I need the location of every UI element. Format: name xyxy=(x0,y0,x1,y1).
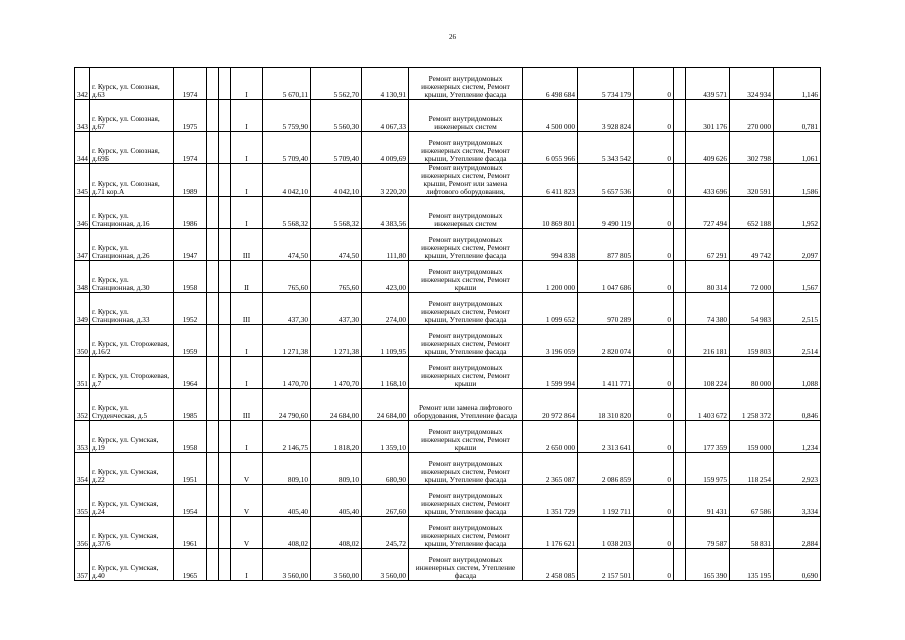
empty-cell xyxy=(219,164,231,197)
group-cell: V xyxy=(231,453,263,485)
empty-cell xyxy=(674,100,686,132)
empty-cell xyxy=(219,517,231,549)
cost-b-cell: 54 983 xyxy=(730,293,774,325)
table-row xyxy=(75,293,821,325)
coefficient-cell: 2,515 xyxy=(774,293,821,325)
work-type-cell: Ремонт внутридомовых инженерных систем, Ремонт крыши, Утепление фасада xyxy=(409,229,523,261)
cost-fund-cell: 2 820 074 xyxy=(578,325,634,357)
year-cell: 1974 xyxy=(174,68,207,100)
cost-a-cell: 727 494 xyxy=(686,197,730,229)
coefficient-cell: 1,061 xyxy=(774,132,821,164)
group-cell: I xyxy=(231,132,263,164)
zero-cell: 0 xyxy=(634,421,674,453)
address-cell: г. Курск, ул. Союзная, д.63 xyxy=(90,68,174,100)
zero-cell: 0 xyxy=(634,485,674,517)
empty-cell xyxy=(674,389,686,421)
area-residential-cell: 4 009,69 xyxy=(362,132,409,164)
area-total-cell: 765,60 xyxy=(263,261,311,293)
cost-a-cell: 439 571 xyxy=(686,68,730,100)
cost-a-cell: 108 224 xyxy=(686,357,730,389)
area-residential-cell: 274,00 xyxy=(362,293,409,325)
row-number: 342 xyxy=(75,68,90,100)
coefficient-cell: 1,586 xyxy=(774,164,821,197)
coefficient-cell: 2,923 xyxy=(774,453,821,485)
empty-cell xyxy=(674,453,686,485)
empty-cell xyxy=(207,453,219,485)
area-total-cell: 1 271,38 xyxy=(263,325,311,357)
year-cell: 1985 xyxy=(174,389,207,421)
row-number: 353 xyxy=(75,421,90,453)
empty-cell xyxy=(207,389,219,421)
table-row xyxy=(75,357,821,389)
zero-cell: 0 xyxy=(634,164,674,197)
coefficient-cell: 2,514 xyxy=(774,325,821,357)
year-cell: 1952 xyxy=(174,293,207,325)
area-living-cell: 5 560,30 xyxy=(311,100,362,132)
table-row xyxy=(75,517,821,549)
area-residential-cell: 1 109,95 xyxy=(362,325,409,357)
group-cell: I xyxy=(231,549,263,581)
cost-fund-cell: 5 343 542 xyxy=(578,132,634,164)
address-cell: г. Курск, ул. Сумская, д.37/6 xyxy=(90,517,174,549)
area-residential-cell: 423,00 xyxy=(362,261,409,293)
area-total-cell: 24 790,60 xyxy=(263,389,311,421)
address-cell: г. Курск, ул. Союзная, д.69Б xyxy=(90,132,174,164)
area-total-cell: 5 709,40 xyxy=(263,132,311,164)
cost-b-cell: 324 934 xyxy=(730,68,774,100)
cost-fund-cell: 2 313 641 xyxy=(578,421,634,453)
year-cell: 1974 xyxy=(174,132,207,164)
row-number: 350 xyxy=(75,325,90,357)
area-total-cell: 474,50 xyxy=(263,229,311,261)
address-cell: г. Курск, ул. Сторожевая, д.7 xyxy=(90,357,174,389)
cost-a-cell: 1 403 672 xyxy=(686,389,730,421)
year-cell: 1961 xyxy=(174,517,207,549)
page-number: 26 xyxy=(449,33,456,41)
area-living-cell: 3 560,00 xyxy=(311,549,362,581)
empty-cell xyxy=(219,357,231,389)
row-number: 349 xyxy=(75,293,90,325)
cost-total-cell: 6 055 966 xyxy=(523,132,578,164)
cost-total-cell: 1 599 994 xyxy=(523,357,578,389)
cost-total-cell: 1 176 621 xyxy=(523,517,578,549)
group-cell: V xyxy=(231,485,263,517)
cost-b-cell: 159 803 xyxy=(730,325,774,357)
empty-cell xyxy=(207,68,219,100)
work-type-cell: Ремонт внутридомовых инженерных систем, Ремонт крыши, Утепление фасада xyxy=(409,453,523,485)
cost-fund-cell: 970 289 xyxy=(578,293,634,325)
area-living-cell: 24 684,00 xyxy=(311,389,362,421)
cost-b-cell: 135 195 xyxy=(730,549,774,581)
coefficient-cell: 1,234 xyxy=(774,421,821,453)
area-total-cell: 408,02 xyxy=(263,517,311,549)
address-cell: г. Курск, ул. Станционная, д.26 xyxy=(90,229,174,261)
address-cell: г. Курск, ул. Сумская, д.22 xyxy=(90,453,174,485)
area-living-cell: 1 271,38 xyxy=(311,325,362,357)
empty-cell xyxy=(207,100,219,132)
cost-b-cell: 302 798 xyxy=(730,132,774,164)
empty-cell xyxy=(219,229,231,261)
row-number: 354 xyxy=(75,453,90,485)
cost-a-cell: 79 587 xyxy=(686,517,730,549)
group-cell: I xyxy=(231,357,263,389)
area-living-cell: 408,02 xyxy=(311,517,362,549)
empty-cell xyxy=(219,261,231,293)
area-total-cell: 809,10 xyxy=(263,453,311,485)
table-row xyxy=(75,100,821,132)
work-type-cell: Ремонт внутридомовых инженерных систем, Ремонт крыши, Утепление фасада xyxy=(409,132,523,164)
group-cell: III xyxy=(231,293,263,325)
cost-fund-cell: 5 657 536 xyxy=(578,164,634,197)
cost-a-cell: 177 359 xyxy=(686,421,730,453)
address-cell: г. Курск, ул. Союзная, д.71 кор.А xyxy=(90,164,174,197)
empty-cell xyxy=(207,261,219,293)
group-cell: II xyxy=(231,261,263,293)
cost-a-cell: 301 176 xyxy=(686,100,730,132)
zero-cell: 0 xyxy=(634,261,674,293)
cost-total-cell: 3 196 059 xyxy=(523,325,578,357)
cost-b-cell: 58 831 xyxy=(730,517,774,549)
area-living-cell: 437,30 xyxy=(311,293,362,325)
table-row xyxy=(75,485,821,517)
empty-cell xyxy=(674,197,686,229)
area-residential-cell: 680,90 xyxy=(362,453,409,485)
year-cell: 1958 xyxy=(174,421,207,453)
coefficient-cell: 0,690 xyxy=(774,549,821,581)
group-cell: V xyxy=(231,517,263,549)
cost-fund-cell: 877 805 xyxy=(578,229,634,261)
empty-cell xyxy=(674,68,686,100)
empty-cell xyxy=(219,453,231,485)
cost-b-cell: 652 188 xyxy=(730,197,774,229)
zero-cell: 0 xyxy=(634,132,674,164)
work-type-cell: Ремонт внутридомовых инженерных систем, Утепление фасада xyxy=(409,549,523,581)
area-residential-cell: 267,60 xyxy=(362,485,409,517)
empty-cell xyxy=(219,197,231,229)
year-cell: 1954 xyxy=(174,485,207,517)
empty-cell xyxy=(207,229,219,261)
area-total-cell: 437,30 xyxy=(263,293,311,325)
empty-cell xyxy=(219,421,231,453)
empty-cell xyxy=(219,68,231,100)
work-type-cell: Ремонт внутридомовых инженерных систем, Ремонт крыши xyxy=(409,357,523,389)
empty-cell xyxy=(207,517,219,549)
area-total-cell: 1 470,70 xyxy=(263,357,311,389)
row-number: 343 xyxy=(75,100,90,132)
area-living-cell: 809,10 xyxy=(311,453,362,485)
area-living-cell: 5 562,70 xyxy=(311,68,362,100)
group-cell: I xyxy=(231,325,263,357)
address-cell: г. Курск, ул. Студенческая, д.5 xyxy=(90,389,174,421)
group-cell: I xyxy=(231,68,263,100)
work-type-cell: Ремонт внутридомовых инженерных систем, Ремонт крыши, Утепление фасада xyxy=(409,325,523,357)
year-cell: 1947 xyxy=(174,229,207,261)
zero-cell: 0 xyxy=(634,100,674,132)
empty-cell xyxy=(219,100,231,132)
address-cell: г. Курск, ул. Сумская, д.40 xyxy=(90,549,174,581)
area-total-cell: 3 560,00 xyxy=(263,549,311,581)
area-residential-cell: 245,72 xyxy=(362,517,409,549)
group-cell: I xyxy=(231,164,263,197)
area-residential-cell: 4 130,91 xyxy=(362,68,409,100)
cost-b-cell: 320 591 xyxy=(730,164,774,197)
year-cell: 1951 xyxy=(174,453,207,485)
empty-cell xyxy=(207,164,219,197)
cost-fund-cell: 18 310 820 xyxy=(578,389,634,421)
zero-cell: 0 xyxy=(634,517,674,549)
table-row xyxy=(75,197,821,229)
work-type-cell: Ремонт внутридомовых инженерных систем, Ремонт крыши, Утепление фасада xyxy=(409,68,523,100)
zero-cell: 0 xyxy=(634,549,674,581)
row-number: 346 xyxy=(75,197,90,229)
year-cell: 1964 xyxy=(174,357,207,389)
zero-cell: 0 xyxy=(634,68,674,100)
work-type-cell: Ремонт или замена лифтового оборудования, Утепление фасада xyxy=(409,389,523,421)
area-residential-cell: 1 359,10 xyxy=(362,421,409,453)
year-cell: 1975 xyxy=(174,100,207,132)
group-cell: III xyxy=(231,389,263,421)
area-residential-cell: 24 684,00 xyxy=(362,389,409,421)
empty-cell xyxy=(207,325,219,357)
cost-total-cell: 1 200 000 xyxy=(523,261,578,293)
table-row xyxy=(75,229,821,261)
cost-total-cell: 4 500 000 xyxy=(523,100,578,132)
cost-a-cell: 216 181 xyxy=(686,325,730,357)
area-living-cell: 5 709,40 xyxy=(311,132,362,164)
table-row xyxy=(75,453,821,485)
empty-cell xyxy=(207,357,219,389)
area-residential-cell: 1 168,10 xyxy=(362,357,409,389)
work-type-cell: Ремонт внутридомовых инженерных систем xyxy=(409,197,523,229)
row-number: 356 xyxy=(75,517,90,549)
group-cell: I xyxy=(231,421,263,453)
cost-fund-cell: 5 734 179 xyxy=(578,68,634,100)
zero-cell: 0 xyxy=(634,357,674,389)
cost-total-cell: 1 099 652 xyxy=(523,293,578,325)
area-residential-cell: 3 220,20 xyxy=(362,164,409,197)
work-type-cell: Ремонт внутридомовых инженерных систем, Ремонт крыши xyxy=(409,421,523,453)
table-row xyxy=(75,325,821,357)
zero-cell: 0 xyxy=(634,453,674,485)
work-type-cell: Ремонт внутридомовых инженерных систем, Ремонт крыши, Утепление фасада xyxy=(409,293,523,325)
area-total-cell: 405,40 xyxy=(263,485,311,517)
empty-cell xyxy=(219,485,231,517)
empty-cell xyxy=(207,197,219,229)
table-row xyxy=(75,132,821,164)
cost-a-cell: 74 380 xyxy=(686,293,730,325)
empty-cell xyxy=(674,132,686,164)
cost-a-cell: 165 390 xyxy=(686,549,730,581)
work-type-cell: Ремонт внутридомовых инженерных систем, Ремонт крыши, Утепление фасада xyxy=(409,517,523,549)
cost-fund-cell: 2 157 501 xyxy=(578,549,634,581)
area-total-cell: 4 042,10 xyxy=(263,164,311,197)
address-cell: г. Курск, ул. Станционная, д.30 xyxy=(90,261,174,293)
empty-cell xyxy=(674,293,686,325)
empty-cell xyxy=(219,389,231,421)
row-number: 355 xyxy=(75,485,90,517)
cost-a-cell: 159 975 xyxy=(686,453,730,485)
empty-cell xyxy=(207,293,219,325)
cost-total-cell: 2 458 085 xyxy=(523,549,578,581)
table-row xyxy=(75,421,821,453)
area-living-cell: 1 818,20 xyxy=(311,421,362,453)
cost-a-cell: 91 431 xyxy=(686,485,730,517)
coefficient-cell: 2,097 xyxy=(774,229,821,261)
table-row xyxy=(75,68,821,100)
row-number: 351 xyxy=(75,357,90,389)
empty-cell xyxy=(674,261,686,293)
table-row xyxy=(75,389,821,421)
cost-fund-cell: 1 038 203 xyxy=(578,517,634,549)
coefficient-cell: 1,952 xyxy=(774,197,821,229)
work-type-cell: Ремонт внутридомовых инженерных систем, Ремонт крыши xyxy=(409,261,523,293)
area-living-cell: 1 470,70 xyxy=(311,357,362,389)
cost-fund-cell: 2 086 859 xyxy=(578,453,634,485)
cost-b-cell: 270 000 xyxy=(730,100,774,132)
cost-fund-cell: 1 192 711 xyxy=(578,485,634,517)
cost-a-cell: 67 291 xyxy=(686,229,730,261)
empty-cell xyxy=(674,485,686,517)
coefficient-cell: 3,334 xyxy=(774,485,821,517)
year-cell: 1989 xyxy=(174,164,207,197)
cost-b-cell: 159 000 xyxy=(730,421,774,453)
address-cell: г. Курск, ул. Союзная, д.67 xyxy=(90,100,174,132)
area-living-cell: 5 568,32 xyxy=(311,197,362,229)
group-cell: I xyxy=(231,100,263,132)
area-living-cell: 405,40 xyxy=(311,485,362,517)
zero-cell: 0 xyxy=(634,325,674,357)
address-cell: г. Курск, ул. Сумская, д.19 xyxy=(90,421,174,453)
year-cell: 1965 xyxy=(174,549,207,581)
row-number: 348 xyxy=(75,261,90,293)
address-cell: г. Курск, ул. Сумская, д.24 xyxy=(90,485,174,517)
empty-cell xyxy=(207,421,219,453)
area-residential-cell: 3 560,00 xyxy=(362,549,409,581)
area-total-cell: 5 568,32 xyxy=(263,197,311,229)
empty-cell xyxy=(207,132,219,164)
empty-cell xyxy=(219,549,231,581)
capital-repair-table xyxy=(74,67,821,581)
group-cell: III xyxy=(231,229,263,261)
table-row xyxy=(75,261,821,293)
year-cell: 1986 xyxy=(174,197,207,229)
row-number: 352 xyxy=(75,389,90,421)
cost-fund-cell: 9 490 119 xyxy=(578,197,634,229)
cost-b-cell: 49 742 xyxy=(730,229,774,261)
area-living-cell: 765,60 xyxy=(311,261,362,293)
zero-cell: 0 xyxy=(634,197,674,229)
empty-cell xyxy=(674,325,686,357)
cost-b-cell: 72 000 xyxy=(730,261,774,293)
cost-b-cell: 80 000 xyxy=(730,357,774,389)
empty-cell xyxy=(674,421,686,453)
table-row xyxy=(75,549,821,581)
cost-a-cell: 433 696 xyxy=(686,164,730,197)
work-type-cell: Ремонт внутридомовых инженерных систем, Ремонт крыши, Утепление фасада xyxy=(409,485,523,517)
area-total-cell: 5 670,11 xyxy=(263,68,311,100)
cost-total-cell: 1 351 729 xyxy=(523,485,578,517)
year-cell: 1959 xyxy=(174,325,207,357)
coefficient-cell: 1,567 xyxy=(774,261,821,293)
row-number: 347 xyxy=(75,229,90,261)
coefficient-cell: 0,781 xyxy=(774,100,821,132)
cost-fund-cell: 1 411 771 xyxy=(578,357,634,389)
empty-cell xyxy=(674,549,686,581)
year-cell: 1958 xyxy=(174,261,207,293)
cost-b-cell: 1 258 372 xyxy=(730,389,774,421)
cost-total-cell: 6 411 823 xyxy=(523,164,578,197)
coefficient-cell: 2,884 xyxy=(774,517,821,549)
cost-a-cell: 409 626 xyxy=(686,132,730,164)
address-cell: г. Курск, ул. Станционная, д.16 xyxy=(90,197,174,229)
empty-cell xyxy=(219,293,231,325)
empty-cell xyxy=(219,132,231,164)
empty-cell xyxy=(207,549,219,581)
area-total-cell: 2 146,75 xyxy=(263,421,311,453)
area-total-cell: 5 759,90 xyxy=(263,100,311,132)
cost-total-cell: 994 838 xyxy=(523,229,578,261)
coefficient-cell: 1,146 xyxy=(774,68,821,100)
area-residential-cell: 4 067,33 xyxy=(362,100,409,132)
cost-total-cell: 20 972 864 xyxy=(523,389,578,421)
cost-fund-cell: 3 928 824 xyxy=(578,100,634,132)
work-type-cell: Ремонт внутридомовых инженерных систем xyxy=(409,100,523,132)
cost-a-cell: 80 314 xyxy=(686,261,730,293)
zero-cell: 0 xyxy=(634,229,674,261)
cost-total-cell: 6 498 684 xyxy=(523,68,578,100)
address-cell: г. Курск, ул. Сторожевая, д.16/2 xyxy=(90,325,174,357)
area-living-cell: 4 042,10 xyxy=(311,164,362,197)
row-number: 344 xyxy=(75,132,90,164)
work-type-cell: Ремонт внутридомовых инженерных систем, Ремонт крыши, Ремонт или замена лифтового оборудования, xyxy=(409,164,523,197)
empty-cell xyxy=(674,229,686,261)
row-number: 345 xyxy=(75,164,90,197)
cost-total-cell: 10 869 801 xyxy=(523,197,578,229)
cost-b-cell: 67 586 xyxy=(730,485,774,517)
empty-cell xyxy=(674,357,686,389)
zero-cell: 0 xyxy=(634,389,674,421)
group-cell: I xyxy=(231,197,263,229)
table-row xyxy=(75,164,821,197)
row-number: 357 xyxy=(75,549,90,581)
empty-cell xyxy=(219,325,231,357)
empty-cell xyxy=(674,164,686,197)
cost-total-cell: 2 650 000 xyxy=(523,421,578,453)
area-living-cell: 474,50 xyxy=(311,229,362,261)
address-cell: г. Курск, ул. Станционная, д.33 xyxy=(90,293,174,325)
coefficient-cell: 0,846 xyxy=(774,389,821,421)
cost-total-cell: 2 365 087 xyxy=(523,453,578,485)
coefficient-cell: 1,088 xyxy=(774,357,821,389)
cost-fund-cell: 1 047 686 xyxy=(578,261,634,293)
empty-cell xyxy=(207,485,219,517)
area-residential-cell: 4 383,56 xyxy=(362,197,409,229)
area-residential-cell: 111,80 xyxy=(362,229,409,261)
zero-cell: 0 xyxy=(634,293,674,325)
empty-cell xyxy=(674,517,686,549)
cost-b-cell: 118 254 xyxy=(730,453,774,485)
